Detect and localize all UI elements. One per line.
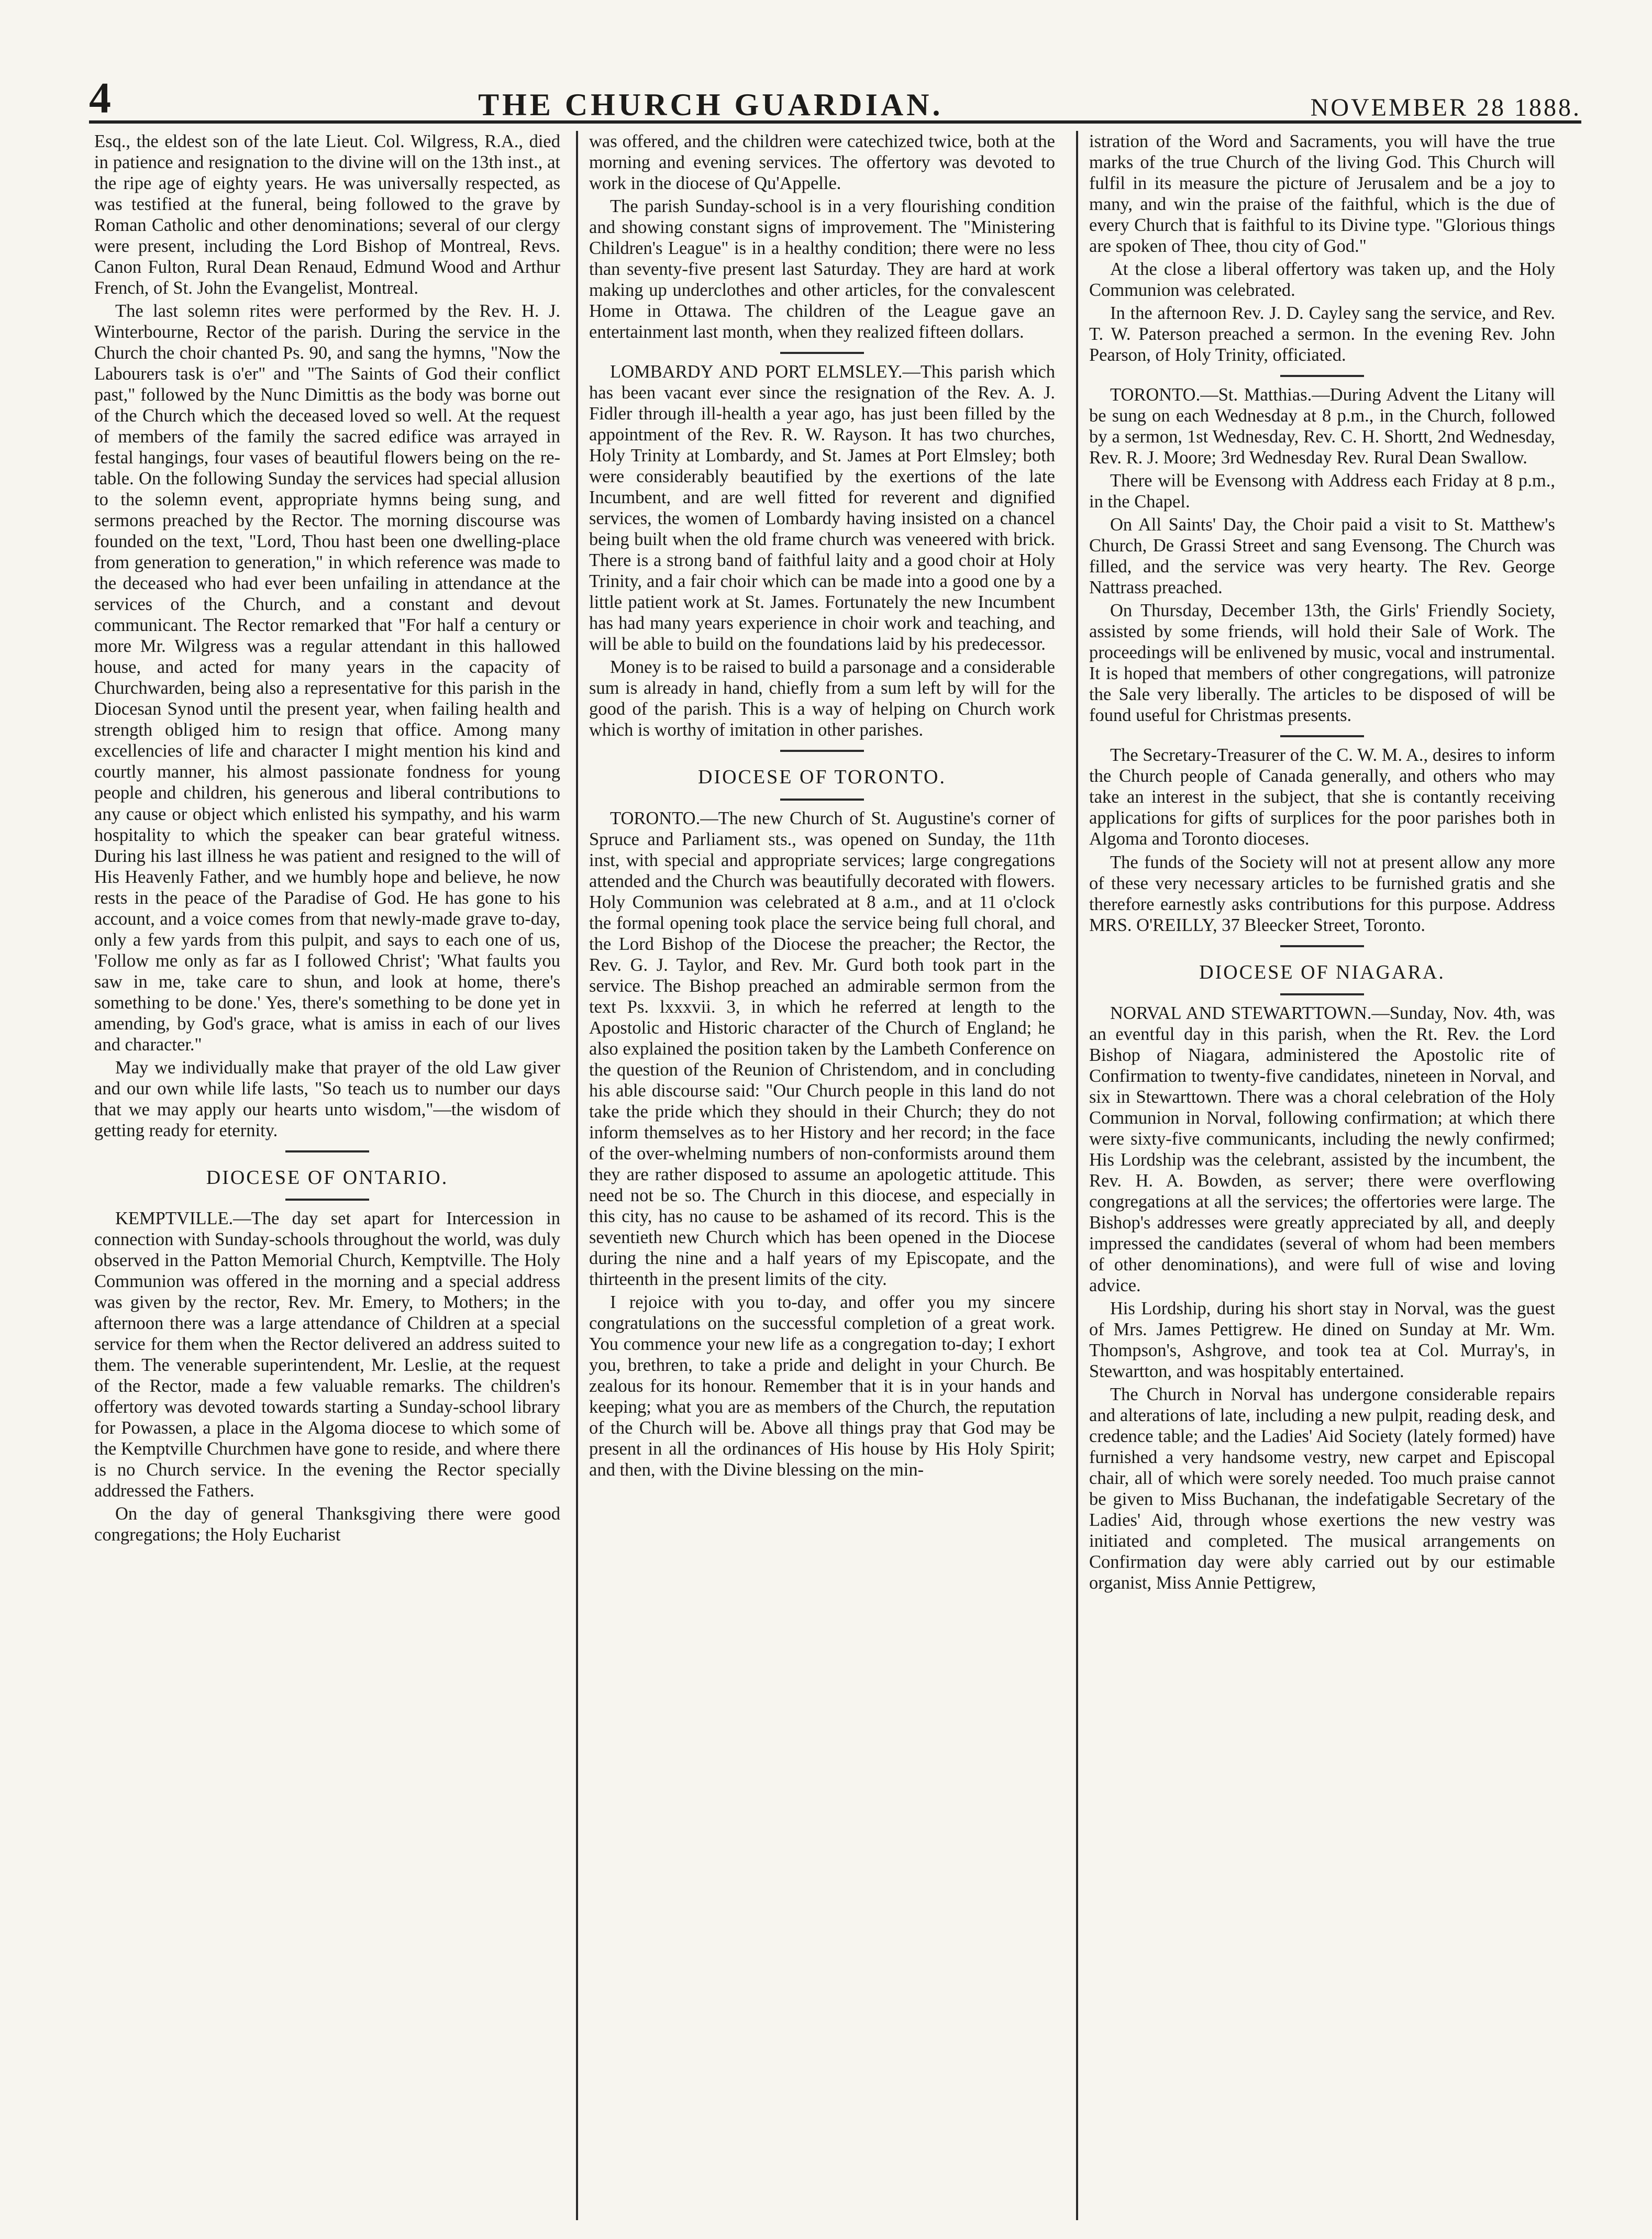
page-number: 4 [89, 74, 111, 123]
article-paragraph: On Thursday, December 13th, the Girls' Friendly Society, assisted by some friends, will hold their Sale of Work. The proceedings will be enlivened by music, vocal and instrumental. It is hoped that members of other congregations, will patronize the Sale very liberally. The articles to be disposed of will be found useful for Christmas presents. [1089, 601, 1555, 726]
article-paragraph: istration of the Word and Sacraments, you will have the true marks of the true Church of the living God. This Church will fulfil in its measure the picture of Jerusalem and be a joy to many, and win the praise of the faithful, which is the due of every Church that is faithful to its Divine type. "Glorious things are spoken of Thee, thou city of God." [1089, 131, 1555, 257]
article-paragraph: KEMPTVILLE.—The day set apart for Intercession in connection with Sunday-schools throughout the world, was duly observed in the Patton Memorial Church, Kemptville. The Holy Communion was offered in the morning and a special address was given by the rector, Rev. Mr. Emery, to Mothers; in the afternoon there was a large attendance of Children at a special service for them when the Rector delivered an address suited to them. The venerable superintendent, Mr. Leslie, at the request of the Rector, made a few valuable remarks. The children's offertory was devoted towards starting a Sunday-school library for Powassen, a place in the Algoma diocese to which some of the Kemptville Churchmen have gone to reside, and where there is no Church service. In the evening the Rector specially addressed the Fathers. [94, 1208, 560, 1501]
section-heading-niagara: DIOCESE OF NIAGARA. [1199, 961, 1445, 983]
section-divider [285, 1150, 369, 1152]
issue-date: NOVEMBER 28 1888. [1310, 94, 1581, 121]
article-paragraph: The parish Sunday-school is in a very flourishing condition and showing constant signs of improvement. The "Ministering Children's League" is in a healthy condition; there were no less than seventy-five present last Saturday. They are hard at work making up underclothes and other articles, for the convalescent Home in Ottawa. The children of the League gave an entertainment last month, when they realized fifteen dollars. [589, 196, 1055, 342]
section-heading-ontario: DIOCESE OF ONTARIO. [206, 1166, 449, 1189]
article-paragraph: was offered, and the children were catechized twice, both at the morning and evening services. The offertory was devoted to work in the diocese of Qu'Appelle. [589, 131, 1055, 194]
article-paragraph: There will be Evensong with Address each Friday at 8 p.m., in the Chapel. [1089, 471, 1555, 512]
article-paragraph: Esq., the eldest son of the late Lieut. Col. Wilgress, R.A., died in patience and resignation to the divine will on the 13th inst., at the ripe age of eighty years. He was universally respected, as was testified at the funeral, being followed to the grave by Roman Catholic and other denominations; several of our clergy were present, including the Lord Bishop of Montreal, Revs. Canon Fulton, Rural Dean Renaud, Edmund Wood and Arthur French, of St. John the Evangelist, Montreal. [94, 131, 560, 298]
section-divider [1280, 993, 1364, 995]
column-1 [94, 131, 560, 2220]
section-divider [1280, 945, 1364, 947]
article-paragraph: I rejoice with you to-day, and offer you my sincere congratulations on the successful completion of a great work. You commence your new life as a congregation to-day; I exhort you, brethren, to take a pride and delight in your Church. Be zealous for its honour. Remember that it is in your hands and keeping; what you are as members of the Church, the reputation of the Church will be. Above all things pray that God may be present in all the ordinances of His house by His Holy Spirit; and then, with the Divine blessing on the min- [589, 1292, 1055, 1480]
section-divider [1280, 735, 1364, 737]
article-paragraph: On All Saints' Day, the Choir paid a visit to St. Matthew's Church, De Grassi Street and sang Evensong. The Church was filled, and the service was very hearty. The Rev. George Nattrass preached. [1089, 515, 1555, 598]
article-paragraph: The last solemn rites were performed by the Rev. H. J. Winterbourne, Rector of the parish. During the service in the Church the choir chanted Ps. 90, and sang the hymns, "Now the Labourers task is o'er" and "The Saints of God their conflict past," followed by the Nunc Dimittis as the body was borne out of the Church which the deceased loved so well. At the request of members of the family the sacred edifice was arrayed in festal hangings, four vases of beautiful flowers being on the re-table. On the following Sunday the services had special allusion to the solemn event, appropriate hymns being sung, and sermons preached by the Rector. The morning discourse was founded on the text, "Lord, Thou hast been one dwelling-place from generation to generation," in which reference was made to the deceased who had ever been unfailing in attendance at the services of the Church, and a constant and devout communicant. The Rector remarked that "For half a century or more Mr. Wilgress was a regular attendant in this hallowed house, and acted for many years in the capacity of Churchwarden, being also a representative for this parish in the Diocesan Synod until the present year, when failing health and strength obliged him to resign that office. Among many excellencies of life and character I might mention his kind and courtly manner, his almost passionate fondness for young people and children, his generous and liberal contributions to any cause or object which enlisted his sympathy, and his warm hospitality to which the speaker can bear grateful witness. During his last illness he was patient and resigned to the will of His Heavenly Father, and we humbly hope and believe, he now rests in the peace of the Paradise of God. He has gone to his account, and a voice comes from that newly-made grave to-day, only a few yards from this pulpit, and says to each one of us, 'Follow me only as far as I followed Christ'; 'What faults you saw in me, take care to shun, and look at home, there's something to be done.' Yes, there's something to be done yet in amending, by God's grace, what is amiss in each of our lives and character." [94, 301, 560, 1055]
article-paragraph: May we individually make that prayer of the old Law giver and our own while life lasts, "So teach us to number our days that we may apply our hearts unto wisdom,"—the wisdom of getting ready for eternity. [94, 1057, 560, 1140]
article-paragraph: LOMBARDY AND PORT ELMSLEY.—This parish which has been vacant ever since the resignation of the Rev. A. J. Fidler through ill-health a year ago, has just been filled by the appointment of the Rev. R. W. Rayson. It has two churches, Holy Trinity at Lombardy, and St. James at Port Elmsley; both were considerably beautified by the exertions of the late Incumbent, and are well fitted for reverent and dignified services, the women of Lombardy having insisted on a chancel being built when the old frame church was veneered with brick. There is a strong band of faithful laity and a good choir at Holy Trinity, and a fair choir which can be made into a good one by a little patient work at St. James. Fortunately the new Incumbent has had many years experience in choir work and teaching, and will be able to build on the foundations laid by his predecessor. [589, 362, 1055, 655]
article-paragraph: The Secretary-Treasurer of the C. W. M. A., desires to inform the Church people of Canada generally, and others who may take an interest in the subject, that she is contantly receiving applications for gifts of surplices for the poor parishes both in Algoma and Toronto dioceses. [1089, 745, 1555, 849]
column-2 [589, 131, 1055, 2220]
page-header [89, 68, 1581, 124]
section-divider [285, 1199, 369, 1201]
article-paragraph: TORONTO.—The new Church of St. Augustine's corner of Spruce and Parliament sts., was opened on Sunday, the 11th inst, with special and appropriate services; large congregations attended and the Church was beautifully decorated with flowers. Holy Communion was celebrated at 8 a.m., and at 11 o'clock the formal opening took place the service being full choral, and the Lord Bishop of the Diocese the preacher; the Rector, the Rev. G. J. Taylor, and Rev. Mr. Gurd both took part in the service. The Bishop preached an admirable sermon from the text Ps. lxxxvii. 3, in which he referred at length to the Apostolic and Historic character of the Church of England; he also explained the position taken by the Lambeth Conference on the question of the Reunion of Christendom, and in concluding his able discourse said: "Our Church people in this land do not take the pride which they should in their Church; they do not inform themselves as to her History and her record; in the face of the over-whelming numbers of non-conformists around them they are rather disposed to assume an apologetic attitude. This need not be so. The Church in this diocese, and especially in this city, has no cause to be ashamed of its record. This is the seventieth new Church which has been opened in the Diocese during the nine and a half years of my Episcopate, and the thirteenth in the present limits of the city. [589, 808, 1055, 1289]
article-paragraph: The funds of the Society will not at present allow any more of these very necessary articles to be furnished gratis and she therefore earnestly asks contributions for this purpose. Address MRS. O'REILLY, 37 Bleecker Street, Toronto. [1089, 852, 1555, 935]
section-divider [780, 750, 864, 752]
section-divider [1280, 375, 1364, 377]
section-divider [780, 352, 864, 354]
column-rule [576, 131, 578, 2220]
article-paragraph: TORONTO.—St. Matthias.—During Advent the Litany will be sung on each Wednesday at 8 p.m., in the Church, followed by a sermon, 1st Wednesday, Rev. C. H. Shortt, 2nd Wednesday, Rev. R. J. Moore; 3rd Wednesday Rev. Rural Dean Swallow. [1089, 385, 1555, 468]
article-paragraph: On the day of general Thanksgiving there were good congregations; the Holy Eucharist [94, 1504, 560, 1545]
article-paragraph: NORVAL AND STEWARTTOWN.—Sunday, Nov. 4th, was an eventful day in this parish, when the Rt. Rev. the Lord Bishop of Niagara, administered the Apostolic rite of Confirmation to twenty-five candidates, nineteen in Norval, and six in Stewarttown. There was a choral celebration of the Holy Communion in Norval, following confirmation; at which there were sixty-five communicants, including the newly confirmed; His Lordship was the celebrant, assisted by the incumbent, the Rev. H. A. Bowden, as server; there were overflowing congregations at all the services; the offertories were large. The Bishop's addresses were greatly appreciated by all, and deeply impressed the candidates (several of whom had been members of other denominations), and were full of wise and loving advice. [1089, 1003, 1555, 1295]
article-paragraph: Money is to be raised to build a parsonage and a considerable sum is already in hand, chiefly from a sum left by will for the good of the parish. This is a way of helping on Church work which is worthy of imitation in other parishes. [589, 657, 1055, 740]
article-paragraph: His Lordship, during his short stay in Norval, was the guest of Mrs. James Pettigrew. He dined on Sunday at Mr. Wm. Thompson's, Ashgrove, and took tea at Col. Murray's, in Stewartton, and was hospitably entertained. [1089, 1298, 1555, 1381]
masthead: THE CHURCH GUARDIAN. [478, 87, 944, 122]
section-divider [780, 799, 864, 801]
column-rule [1076, 131, 1078, 2220]
section-heading-toronto: DIOCESE OF TORONTO. [698, 766, 946, 789]
article-paragraph: At the close a liberal offertory was taken up, and the Holy Communion was celebrated. [1089, 259, 1555, 301]
article-paragraph: The Church in Norval has undergone considerable repairs and alterations of late, including a new pulpit, reading desk, and credence table; and the Ladies' Aid Society (lately formed) have furnished a very handsome vestry, new carpet and Episcopal chair, all of which were sorely needed. Too much praise cannot be given to Miss Buchanan, the indefatigable Secretary of the Ladies' Aid, through whose exertions the new vestry was initiated and completed. The musical arrangements on Confirmation day were ably carried out by our estimable organist, Miss Annie Pettigrew, [1089, 1384, 1555, 1593]
column-3 [1089, 131, 1555, 2220]
article-paragraph: In the afternoon Rev. J. D. Cayley sang the service, and Rev. T. W. Paterson preached a sermon. In the evening Rev. John Pearson, of Holy Trinity, officiated. [1089, 303, 1555, 365]
